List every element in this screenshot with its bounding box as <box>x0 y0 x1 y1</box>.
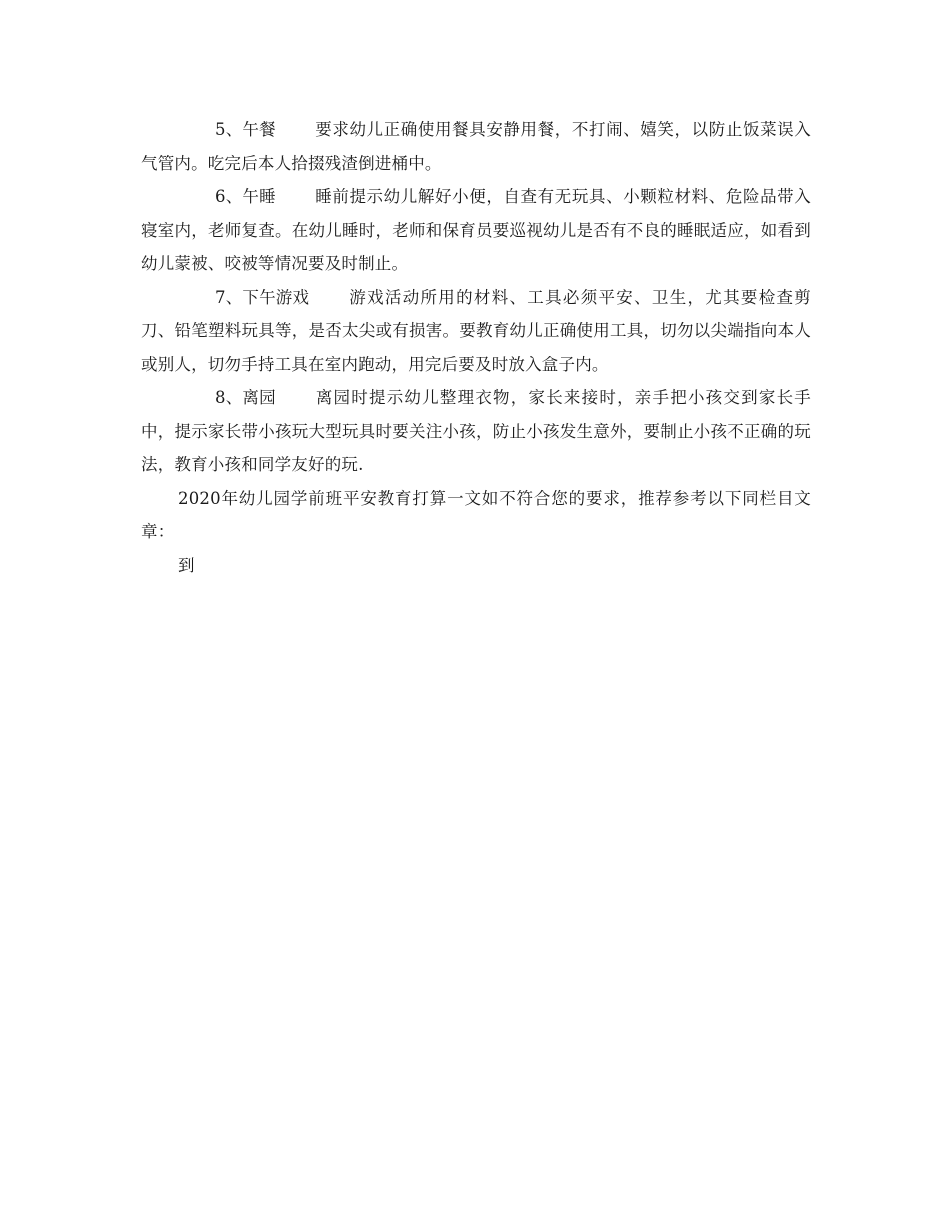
paragraph-heading: 6、午睡 <box>215 187 276 206</box>
paragraph-text: 游戏活动所用的材料、工具必须平安、卫生，尤其要检查剪刀、铅笔塑料玩具等，是否太尖或有损害。要教育幼儿正确使用工具，切勿以尖端指向本人或别人，切勿手持工具在室内跑动，用完后要及时放入盒子内。 <box>141 287 811 374</box>
paragraph-afternoon-games <box>141 281 811 382</box>
paragraph-text: 睡前提示幼儿解好小便，自查有无玩具、小颗粒材料、危险品带入寝室内，老师复查。在幼儿睡时，老师和保育员要巡视幼儿是否有不良的睡眠适应，如看到幼儿蒙被、咬被等情况要及时制止。 <box>141 187 811 273</box>
document-body <box>141 113 811 582</box>
trailing-text: 到 <box>178 555 195 575</box>
paragraph-leaving <box>141 381 811 482</box>
paragraph-lunch <box>141 113 811 180</box>
closing-paragraph: 2020年幼儿园学前班平安教育打算一文如不符合您的要求，推荐参考以下同栏目文章： <box>141 488 811 541</box>
paragraph-heading: 5、午餐 <box>215 120 276 139</box>
paragraph-nap <box>141 180 811 281</box>
paragraph-text: 要求幼儿正确使用餐具安静用餐，不打闹、嬉笑，以防止饭菜误入气管内。吃完后本人拾掇残渣倒进桶中。 <box>141 120 811 173</box>
paragraph-heading: 8、离园 <box>215 388 276 407</box>
paragraph-text: 离园时提示幼儿整理衣物，家长来接时，亲手把小孩交到家长手中，提示家长带小孩玩大型玩具时要关注小孩，防止小孩发生意外，要制止小孩不正确的玩法，教育小孩和同学友好的玩. <box>141 388 811 474</box>
paragraph-heading: 7、下午游戏 <box>215 287 310 307</box>
